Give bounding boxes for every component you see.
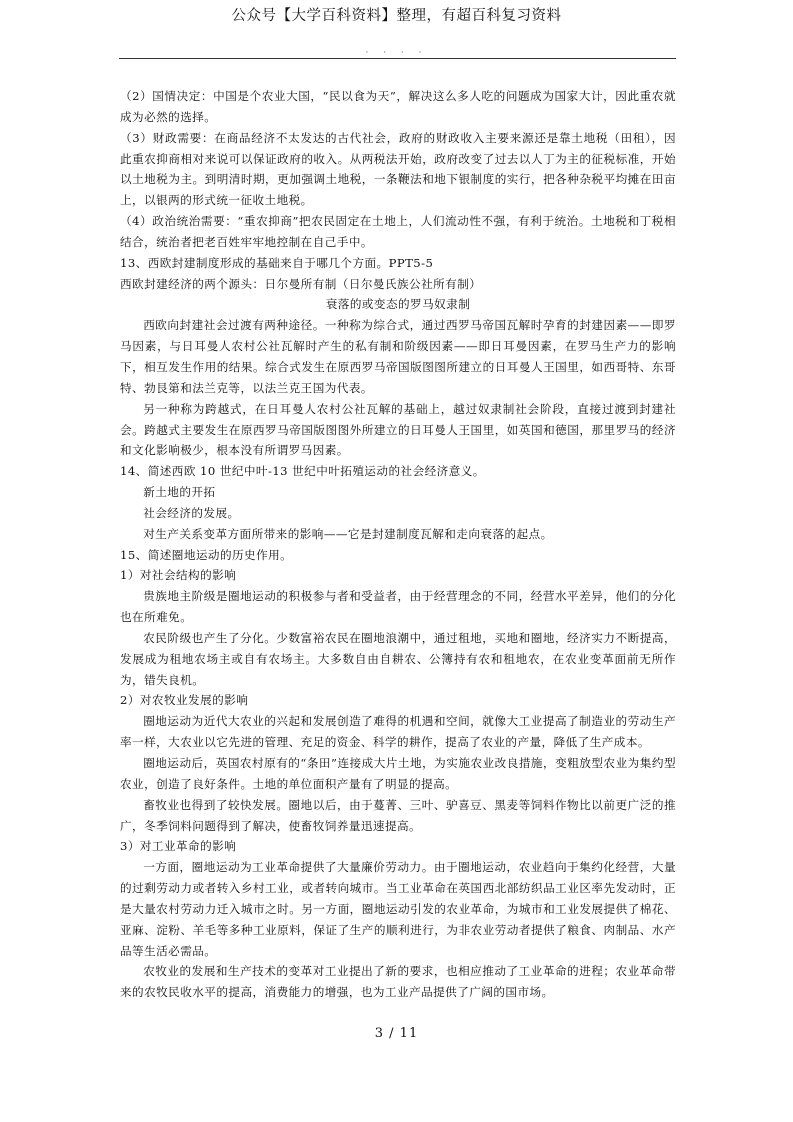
question-heading: 15、简述圈地运动的历史作用。 <box>120 547 293 562</box>
document-body <box>120 86 676 1003</box>
paragraph: 畜牧业也得到了较快发展。圈地以后，由于蔓菁、三叶、驴喜豆、黑麦等饲料作物比以前更广泛的推广，冬季饲料问题得到了解决，使畜牧饲养量迅速提高。 <box>120 797 676 833</box>
paragraph: 另一种称为跨越式，在日耳曼人农村公社瓦解的基础上，越过奴隶制社会阶段，直接过渡到封建社会。跨越式主要发生在原西罗马帝国版图图外所建立的日耳曼人王国里，如英国和德国，那里罗马的经济和文化影响极少，根本没有所谓罗马因素。 <box>120 401 676 458</box>
paragraph: 圈地运动为近代大农业的兴起和发展创造了难得的机遇和空间，就像大工业提高了制造业的劳动生产率一样，大农业以它先进的管理、充足的资金、科学的耕作，提高了农业的产量，降低了生产成本。 <box>120 714 676 750</box>
paragraph: （2）国情决定：中国是个农业大国，“民以食为天”，解决这么多人吃的问题成为国家大计，因此重农就成为必然的选择。 <box>120 89 676 124</box>
page-number: 3 / 11 <box>374 1026 419 1041</box>
paragraph: 贵族地主阶级是圈地运动的积极参与者和受益者，由于经营理念的不同，经营水平差异，他们的分化也在所难免。 <box>120 589 676 625</box>
question-heading: 13、西欧封建制度形成的基础来自于哪几个方面。PPT5-5 <box>120 255 434 270</box>
list-item: 对生产关系变革方面所带来的影响——它是封建制度瓦解和走向衰落的起点。 <box>143 526 553 541</box>
header-rule <box>119 58 676 59</box>
list-item: 新土地的开拓 <box>143 485 216 500</box>
paragraph: 一方面，圈地运动为工业革命提供了大量廉价劳动力。由于圈地运动，农业趋向于集约化经营，大量的过剩劳动力或者转入乡村工业，或者转向城市。当工业革命在英国西北部纺织品工业区率先发动时，正是大量农村劳动力迁入城市之时。另一方面，圈地运动引发的农业革命，为城市和工业发展提供了棉花、亚麻、淀粉、羊毛等多种工业原料，保证了生产的顺利进行，为非农业劳动者提供了粮食、肉制品、水产品等生活必需品。 <box>120 860 676 958</box>
paragraph: 衰落的或变态的罗马奴隶制 <box>325 297 471 312</box>
paragraph: （4）政治统治需要：“重农抑商”把农民固定在土地上，人们流动性不强，有利于统治。土地税和丁税相结合，统治者把老百姓牢牢地控制在自己手中。 <box>120 214 676 249</box>
question-heading: 14、简述西欧 10 世纪中叶-13 世纪中叶拓殖运动的社会经济意义。 <box>120 464 485 479</box>
section-heading: 3）对工业革命的影响 <box>120 839 237 854</box>
page-header: 公众号【大学百科资料】整理，有超百科复习资料 <box>231 8 562 24</box>
paragraph: 圈地运动后，英国农村原有的“条田”连接成大片土地，为实施农业改良措施，变粗放型农业为集约型农业，创造了良好条件。土地的单位面积产量有了明显的提高。 <box>120 756 676 791</box>
header-dots: · · · · <box>365 48 428 58</box>
section-heading: 2）对农牧业发展的影响 <box>120 693 249 708</box>
list-item: 社会经济的发展。 <box>143 505 240 520</box>
paragraph: 西欧向封建社会过渡有两种途径。一种称为综合式，通过西罗马帝国瓦解时孕育的封建因素——即罗马因素，与日耳曼人农村公社瓦解时产生的私有制和阶级因素——即日耳曼因素，在罗马生产力的影响下，相互发生作用的结果。综合式发生在原西罗马帝国版图图所建立的日耳曼人王国里，如西哥特、东哥特、勃艮第和法兰克等，以法兰克王国为代表。 <box>120 318 676 395</box>
section-heading: 1）对社会结构的影响 <box>120 568 237 583</box>
paragraph: 西欧封建经济的两个源头：日尔曼所有制（日尔曼氏族公社所有制） <box>120 276 482 291</box>
paragraph: （3）财政需要：在商品经济不太发达的古代社会，政府的财政收入主要来源还是靠土地税（田租），因此重农抑商相对来说可以保证政府的收入。从两税法开始，政府改变了过去以人丁为主的征税标准，开始以土地税为主。到明清时期，更加强调土地税，一条鞭法和地下银制度的实行，把各种杂税平均摊在田亩上，以银两的形式统一征收土地税。 <box>120 130 676 208</box>
paragraph: 农民阶级也产生了分化。少数富裕农民在圈地浪潮中，通过租地，买地和圈地，经济实力不断提高，发展成为租地农场主或自有农场主。大多数自由自耕农、公簿持有农和租地农，在农业变革面前无所作为，错失良机。 <box>120 630 676 687</box>
paragraph: 农牧业的发展和生产技术的变革对工业提出了新的要求，也相应推动了工业革命的进程；农业革命带来的农牧民收水平的提高，消费能力的增强，也为工业产品提供了广阔的国市场。 <box>120 964 676 1000</box>
